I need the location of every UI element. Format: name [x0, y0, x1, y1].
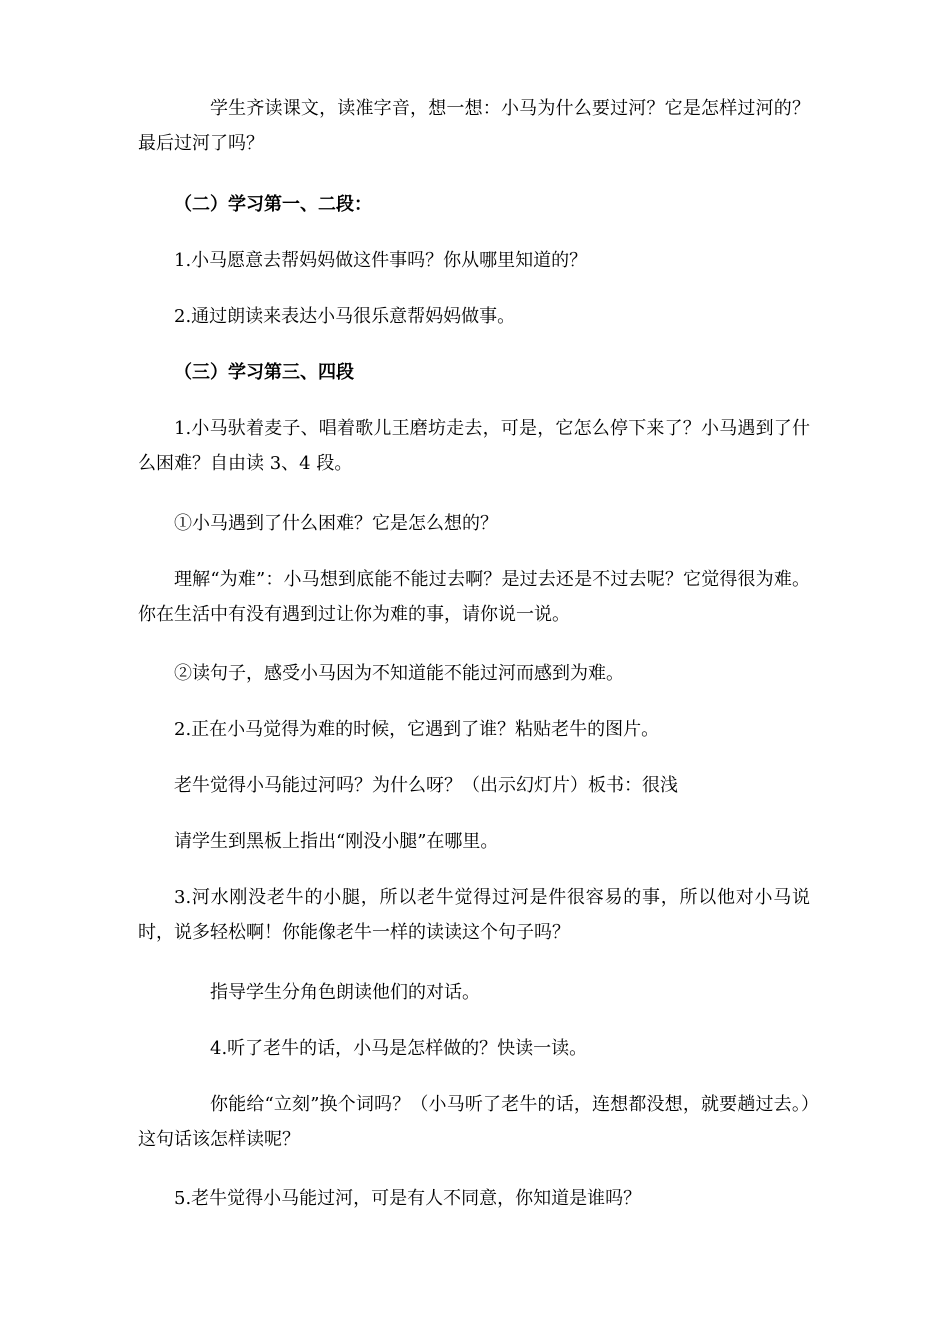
paragraph-item: 1.小马驮着麦子、唱着歌儿王磨坊走去，可是，它怎么停下来了？小马遇到了什么困难？自由读 3、4 段。: [138, 418, 810, 474]
paragraph-item: 5.老牛觉得小马能过河，可是有人不同意，你知道是谁吗？: [174, 1188, 642, 1209]
paragraph-item: 请学生到黑板上指出“刚没小腿”在哪里。: [174, 831, 499, 852]
paragraph-item: ①小马遇到了什么困难？它是怎么想的？: [174, 513, 498, 534]
paragraph-item: 2.通过朗读来表达小马很乐意帮妈妈做事。: [174, 306, 516, 327]
paragraph-item: 老牛觉得小马能过河吗？为什么呀？（出示幻灯片）板书：很浅: [174, 775, 678, 796]
paragraph-item: 理解“为难”：小马想到底能不能过去啊？是过去还是不过去呢？它觉得很为难。你在生活中有没有遇到过让你为难的事，请你说一说。: [138, 569, 810, 625]
paragraph-item: 指导学生分角色朗读他们的对话。: [210, 982, 480, 1003]
paragraph-item: 1.小马愿意去帮妈妈做这件事吗？你从哪里知道的？: [174, 250, 588, 271]
paragraph-item: ②读句子，感受小马因为不知道能不能过河而感到为难。: [174, 663, 624, 684]
paragraph-item: 3.河水刚没老牛的小腿，所以老牛觉得过河是件很容易的事，所以他对小马说时，说多轻松啊！你能像老牛一样的读读这个句子吗？: [138, 887, 810, 943]
paragraph-item: 2.正在小马觉得为难的时候，它遇到了谁？粘贴老牛的图片。: [174, 719, 660, 740]
section-heading-3: （三）学习第三、四段: [174, 362, 354, 383]
paragraph-item: 你能给“立刻”换个词吗？（小马听了老牛的话，连想都没想，就要趟过去。）这句话该怎样读呢？: [138, 1094, 810, 1150]
paragraph-intro-reading: 学生齐读课文，读准字音，想一想：小马为什么要过河？它是怎样过河的？最后过河了吗？: [138, 98, 810, 154]
paragraph-item: 4.听了老牛的话，小马是怎样做的？快读一读。: [210, 1038, 588, 1059]
section-heading-2: （二）学习第一、二段：: [174, 194, 372, 215]
